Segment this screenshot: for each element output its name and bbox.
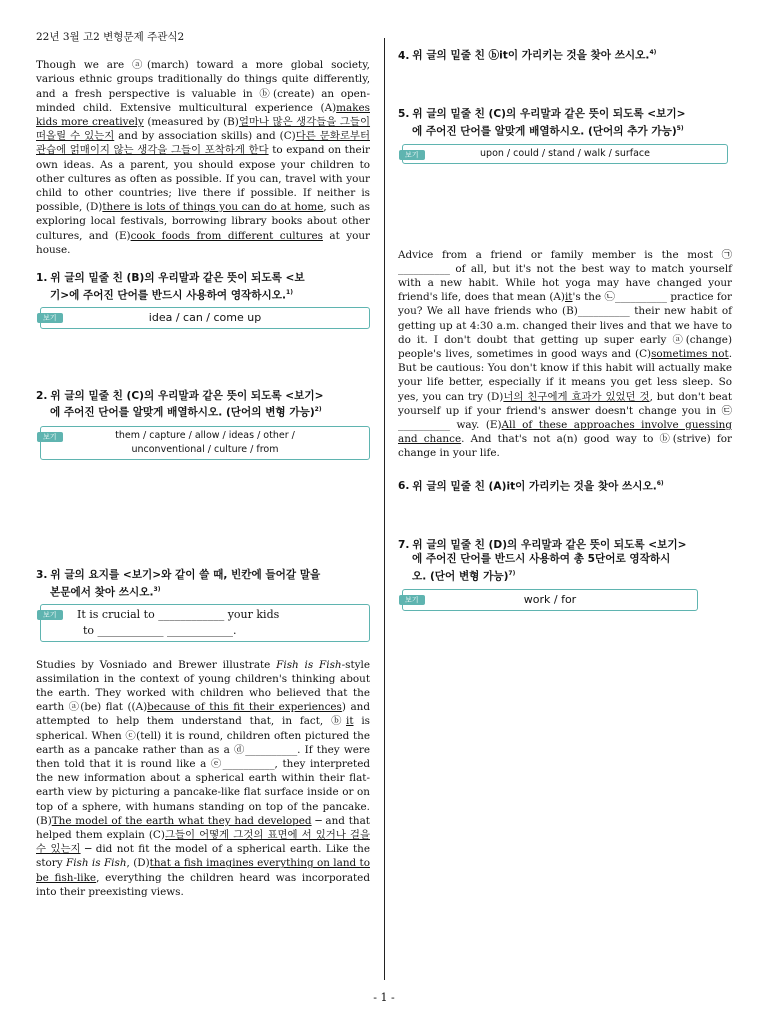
question-2: 2. 위 글의 밑줄 친 (C)의 우리말과 같은 뜻이 되도록 <보기> 에 주어진 단어를 알맞게 배열하시오. (단어의 변형 가능)$^{2)}$ xyxy=(36,389,324,419)
underline-D: there is lots of things you can do at home xyxy=(102,201,324,214)
page-number: - 1 - xyxy=(373,991,395,1004)
question-4: 4. 위 글의 밑줄 친 ⓑit이 가리키는 것을 찾아 쓰시오.$^{4)}$ xyxy=(398,49,657,62)
page-header: 22년 3월 고2 변형문제 주관식2 xyxy=(36,31,185,43)
question-5: 5. 위 글의 밑줄 친 (C)의 우리말과 같은 뜻이 되도록 <보기> 에 주어진 단어를 알맞게 배열하시오. (단어의 추가 가능)$^{5)}$ xyxy=(398,108,686,138)
underline-C: 다른 문화로부터 관습에 얽매이지 않는 생각을 그들이 포착하게 한다 xyxy=(36,130,370,157)
example-tag: 보기 xyxy=(399,595,425,605)
right-column xyxy=(398,30,732,611)
example-tag: 보기 xyxy=(37,610,63,620)
answer-box-3: 보기 It is crucial to ____________ your kids to ____________ ____________. xyxy=(40,604,370,642)
question-3: 3. 위 글의 요지를 <보기>와 같이 쓸 때, 빈칸에 들어갈 말을 본문에서 찾아 쓰시오.$^{3)}$ xyxy=(36,569,321,599)
passage-3: Advice from a friend or family member is the most ㉠ __________ of all, but it's not the best way to match yourself with a new habit. While hot yoga may have changed your friend's life, does that mean (A)it's the ㉡__________ practice for you? We all have friends who (B)__________ their new habit of getting up at 4:30 a.m. changed their lives and that we have to do it. I don't doubt that getting up super early ⓐ(change) people's lives, sometimes in good ways and (C)sometimes not. But be cautious: You don't know if this habit will actually make your life better, especially if it means you get less sleep. So yes, you can try (D)너의 친구에게 효과가 있었던 것, but don't beat yourself up if your friend's answer doesn't change you in ㉢ __________ way. (E)All of these approaches involve guessing and chance. And that's not a(n) good way to ⓑ(strive) for change in your life. xyxy=(398,248,732,460)
question-1: 1. 위 글의 밑줄 친 (B)의 우리말과 같은 뜻이 되도록 <보 기>에 주어진 단어를 반드시 사용하여 영작하시오.$^{1)}$ xyxy=(36,272,305,302)
passage-2: Studies by Vosniado and Brewer illustrate Fish is Fish-style assimilation in the context of young children's thinking about the earth. They worked with children who believed that the earth ⓐ(be) flat ((A)because of this fit their experiences) and attempted to help them understand that, in fact, ⓑit is spherical. When ⓒ(tell) it is round, children often pictured the earth as a pancake rather than as a ⓓ__________. If they were then told that it is round like a ⓔ__________, they interpreted the new information about a spherical earth within their flat-earth view by picturing a pancake-like flat surface inside or on top of a sphere, with humans standing on top of the pancake. (B)The model of the earth what they had developed ─ and that helped them explain (C)그들이 어떻게 그것의 표면에 서 있거나 걸을 수 있는지 ─ did not fit the model of a spherical earth. Like the story Fish is Fish, (D)that a fish imagines everything on land to be fish-like, everything the children heard was incorporated into their preexisting views. xyxy=(36,658,370,898)
question-6: 6. 위 글의 밑줄 친 (A)it이 가리키는 것을 찾아 쓰시오.$^{6)}$ xyxy=(398,479,664,493)
underline-b: it xyxy=(346,715,354,728)
example-tag: 보기 xyxy=(37,432,63,442)
passage-1: Though we are ⓐ(march) toward a more global society, various ethnic groups traditionally do things quite differently, and a fresh perspective is valuable in ⓑ(create) an open-minded child. Extensive multicultural experience (A)makes kids more creatively (measured by (B)얼마나 많은 생각들을 그들이 떠올릴 수 있는지 and by association skills) and (C)다른 문화로부터 관습에 얽매이지 않는 생각을 그들이 포착하게 한다 to expand on their own ideas. As a parent, you should expose your children to other cultures as often as possible. If you can, travel with your child to other countries; live there if possible. If neither is possible, (D)there is lots of things you can do at home, such as exploring local festivals, borrowing library books about other cultures, and (E)cook foods from different cultures at your house. xyxy=(36,59,371,256)
underline-A: it xyxy=(564,291,573,304)
answer-box-1: 보기 idea / can / come up xyxy=(40,307,370,329)
underline-E: All of these approaches involve guessing and chance xyxy=(398,419,732,446)
underline-B: 얼마나 많은 생각들을 그들이 떠올릴 수 있는지 xyxy=(36,116,371,143)
underline-D: 너의 친구에게 효과가 있었던 것 xyxy=(503,390,650,403)
answer-box-7: 보기 work / for xyxy=(402,589,698,611)
underline-A: because of this fit their experiences xyxy=(147,701,342,714)
underline-A: makes kids more creatively xyxy=(36,101,370,129)
answer-box-5: 보기 upon / could / stand / walk / surface xyxy=(402,144,728,164)
question-7: 7. 위 글의 밑줄 친 (D)의 우리말과 같은 뜻이 되도록 <보기> 에 주어진 단어를 반드시 사용하여 총 5단어로 영작하시 오. (단어 변형 가능)$^{7)}$ xyxy=(398,538,687,583)
underline-E: cook foods from different cultures xyxy=(130,229,323,242)
underline-C: sometimes not xyxy=(651,347,729,360)
example-tag: 보기 xyxy=(37,313,63,323)
underline-B: The model of the earth what they had developed xyxy=(51,814,312,827)
underline-D: that a fish imagines everything on land to be fish-like xyxy=(36,857,370,884)
underline-C: 그들이 어떻게 그것의 표면에 서 있거나 걸을 수 있는지 xyxy=(36,829,370,856)
column-divider xyxy=(384,38,385,980)
example-tag: 보기 xyxy=(399,150,425,160)
left-column xyxy=(36,30,370,899)
answer-box-2: 보기 them / capture / allow / ideas / other / unconventional / culture / from xyxy=(40,426,370,460)
